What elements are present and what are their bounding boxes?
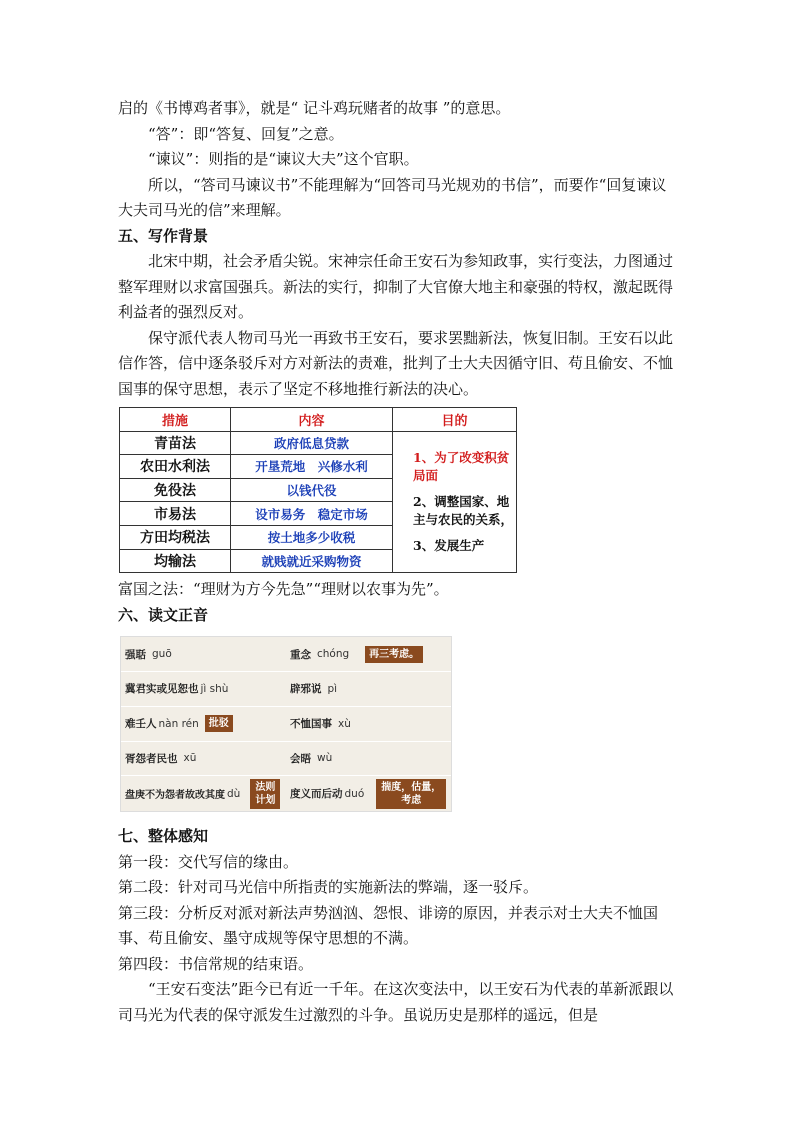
- pron-item: [286, 742, 451, 777]
- section-heading: 五、写作背景: [118, 226, 209, 245]
- measure-name: 方田均税法: [120, 525, 231, 549]
- table-row: [120, 431, 517, 455]
- pron-word: 辟邪说: [290, 683, 322, 696]
- segment-summary: 第一段：交代写信的缘由。: [118, 852, 299, 871]
- pron-word: 冀君实或见恕也: [125, 683, 199, 696]
- pron-word: 胥怨者民也: [125, 752, 178, 765]
- pron-word: 盘庚不为怨者故改其度: [125, 790, 225, 802]
- pron-word: 不恤国事: [290, 718, 332, 731]
- pron-item: [286, 672, 451, 707]
- pron-item: [121, 637, 286, 672]
- table-header: 内容: [231, 408, 393, 432]
- pron-word: 重念: [290, 648, 311, 661]
- meaning-tag: 法则计划: [250, 779, 280, 809]
- paragraph: 保守派代表人物司马光一再致书王安石，要求罢黜新法，恢复旧制。王安石以此信作答，信中逐条驳斥对方对新法的责难，批判了士大夫因循守旧、苟且偷安、不恤国事的保守思想，表示了坚定不移地推行新法的决心。: [118, 328, 674, 398]
- pron-pinyin: xù: [338, 717, 351, 730]
- measure-content: 开垦荒地 兴修水利: [231, 455, 393, 479]
- measure-name: 青苗法: [120, 431, 231, 455]
- section-heading: 六、读文正音: [118, 605, 209, 624]
- intro-line: 启的《书博鸡者事》，就是“ 记斗鸡玩赌者的故事 ”的意思。: [118, 99, 511, 117]
- measure-content: 设市易务 稳定市场: [231, 502, 393, 526]
- intro-line: “答”：即“答复、回复”之意。: [148, 124, 344, 143]
- table-header: 措施: [120, 408, 231, 432]
- pron-pinyin: chóng: [317, 648, 350, 661]
- paragraph: 北宋中期，社会矛盾尖锐。宋神宗任命王安石为参知政事，实行变法，力图通过整军理财以求富国强兵。新法的实行，抑制了大官僚大地主和豪强的特权，激起既得利益者的强烈反对。: [118, 252, 674, 321]
- measure-name: 市易法: [120, 502, 231, 526]
- measure-content: 就贱就近采购物资: [231, 549, 393, 573]
- pron-word: 强聒: [125, 648, 146, 661]
- pron-word: 难壬人: [125, 718, 157, 731]
- section-heading: 七、整体感知: [118, 827, 209, 846]
- intro-line: 所以，“答司马谏议书”不能理解为“回答司马光规劝的书信”，而要作“回复谏议大夫司马光的信”来理解。: [118, 175, 667, 219]
- segment-summary: 第三段：分析反对派对新法声势汹汹、怨恨、诽谤的原因，并表示对士大夫不恤国事、苟且偷安、墨守成规等保守思想的不满。: [118, 903, 659, 948]
- measure-content: 按土地多少收税: [231, 525, 393, 549]
- intro-line: “谏议”：则指的是“谏议大夫”这个官职。: [148, 150, 419, 168]
- table-header-row: [120, 408, 517, 432]
- pron-pinyin: dù: [227, 787, 241, 800]
- measure-name: 均输法: [120, 549, 231, 573]
- measure-content: 以钱代役: [231, 478, 393, 502]
- pron-item: [121, 707, 286, 742]
- measure-name: 农田水利法: [120, 455, 231, 479]
- pron-pinyin: pì: [327, 682, 338, 695]
- purpose-item: 1、为了改变积贫局面: [413, 449, 510, 483]
- segment-summary: 第二段：针对司马光信中所指责的实施新法的弊端，逐一驳斥。: [118, 878, 539, 897]
- pron-item: [121, 742, 286, 777]
- table-header: 目的: [393, 408, 517, 432]
- meaning-tag: 再三考虑。: [365, 646, 423, 663]
- meaning-tag: 批驳: [205, 715, 233, 732]
- measure-content: 政府低息贷款: [231, 431, 393, 455]
- segment-summary: 第四段：书信常规的结束语。: [118, 954, 314, 973]
- pron-item: [121, 672, 286, 707]
- document-page: [118, 96, 680, 1028]
- wealth-line: 富国之法：“理财为方今先急”“理财以农事为先”。: [118, 580, 449, 599]
- measure-name: 免役法: [120, 478, 231, 502]
- pron-item: [286, 776, 451, 811]
- pron-pinyin: duó: [344, 787, 365, 800]
- pron-pinyin: xū: [183, 752, 197, 765]
- purpose-item: 3、发展生产: [413, 537, 485, 553]
- measures-table: [119, 407, 517, 573]
- meaning-tag: 揣度，估量，考虑: [376, 779, 446, 809]
- purpose-item: 2、调整国家、地主与农民的关系，: [413, 493, 514, 527]
- pron-pinyin: nàn rén: [158, 717, 199, 730]
- pron-item: [286, 637, 451, 672]
- pron-pinyin: wù: [317, 752, 333, 765]
- pronunciation-board: [120, 636, 452, 812]
- pron-word: 会晤: [290, 752, 311, 765]
- pron-word: 度义而后动: [290, 788, 343, 801]
- pron-item: [286, 707, 451, 742]
- pron-item: [121, 776, 286, 811]
- paragraph: “王安石变法”距今已有近一千年。在这次变法中，以王安石为代表的革新派跟以司马光为代表的保守派发生过激烈的斗争。虽说历史是那样的遥远，但是: [118, 980, 674, 1024]
- pron-pinyin: jì shù: [200, 682, 229, 695]
- pron-pinyin: guō: [152, 648, 172, 661]
- measure-purpose: [393, 431, 517, 573]
